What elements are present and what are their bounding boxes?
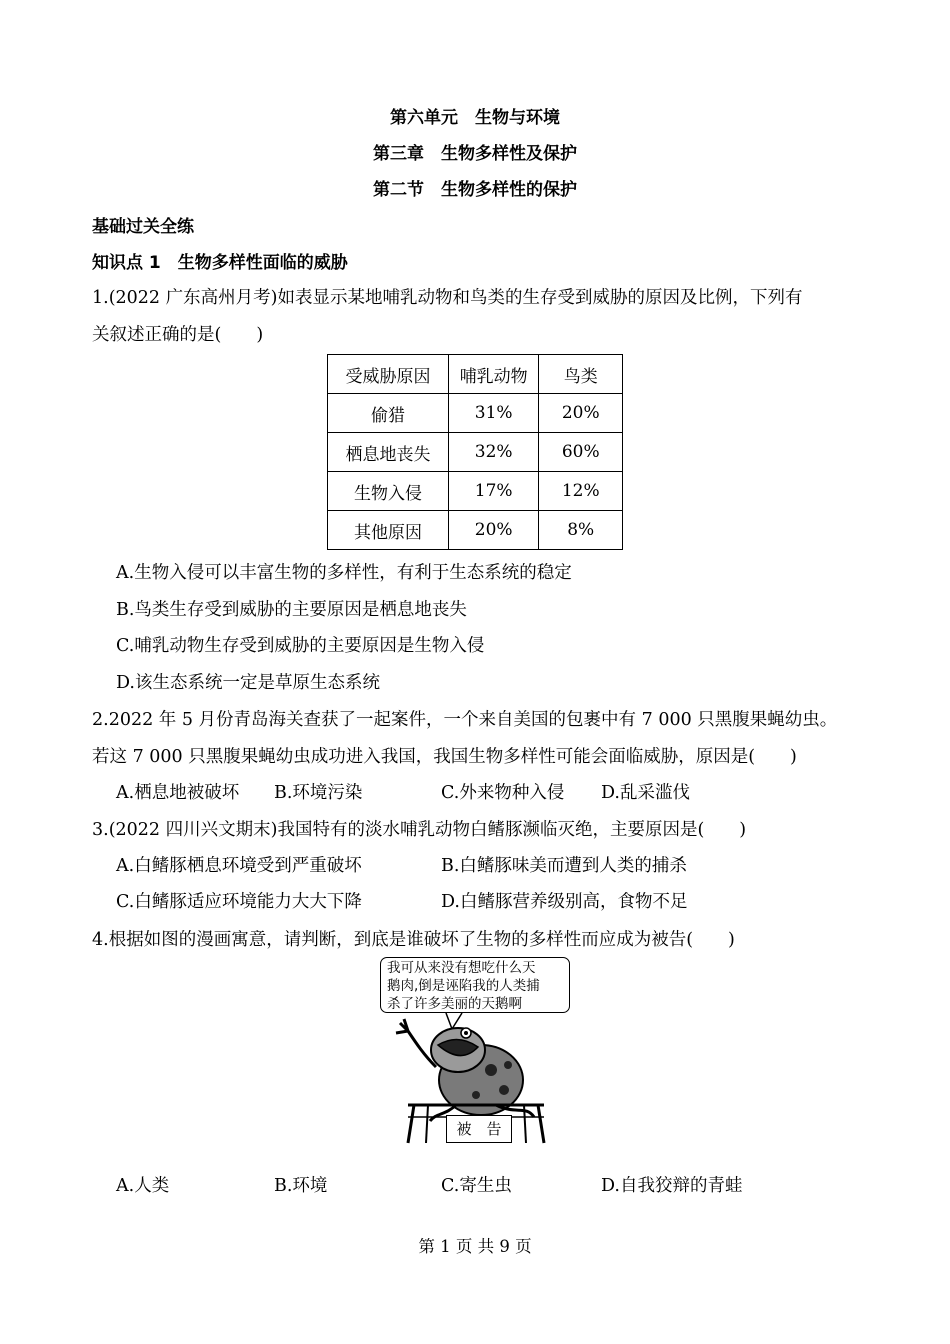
q1-stem-line2: 关叙述正确的是( ) [92, 325, 264, 345]
q1-option-a: A.生物入侵可以丰富生物的多样性，有利于生态系统的稳定 [116, 563, 572, 583]
q1-stem-line1: 1.(2022 广东高州月考)如表显示某地哺乳动物和鸟类的生存受到威胁的原因及比例，下列有 [92, 288, 803, 308]
table-cell: 偷猎 [328, 394, 449, 433]
q4-option-c: C.寄生虫 [441, 1176, 512, 1196]
q3-option-d: D.白鳍豚营养级别高，食物不足 [441, 892, 688, 912]
table-cell: 其他原因 [328, 511, 449, 550]
q3-option-c: C.白鳍豚适应环境能力大大下降 [116, 892, 362, 912]
table-cell: 32% [448, 433, 538, 472]
table-row [328, 394, 623, 433]
speech-line: 杀了许多美丽的天鹅啊 [387, 996, 522, 1012]
table-cell: 20% [539, 394, 623, 433]
q4-option-d: D.自我狡辩的青蛙 [601, 1176, 743, 1196]
chapter-title: 第三章 生物多样性及保护 [373, 144, 577, 164]
defendant-sign: 被 告 [446, 1115, 512, 1143]
q2-option-d: D.乱采滥伐 [601, 783, 690, 803]
q2-option-c: C.外来物种入侵 [441, 783, 565, 803]
q3-stem: 3.(2022 四川兴文期末)我国特有的淡水哺乳动物白鳍豚濒临灭绝，主要原因是( ) [92, 820, 747, 840]
table-cell: 12% [539, 472, 623, 511]
table-header-cell: 鸟类 [539, 355, 623, 394]
q2-option-a: A.栖息地被破坏 [116, 783, 240, 803]
q4-option-a: A.人类 [116, 1176, 170, 1196]
table-cell: 17% [448, 472, 538, 511]
table-row [328, 472, 623, 511]
table-row [328, 511, 623, 550]
table-cell: 生物入侵 [328, 472, 449, 511]
section-title: 第二节 生物多样性的保护 [373, 180, 577, 200]
table-cell: 20% [448, 511, 538, 550]
threat-table [327, 354, 623, 550]
table-cell: 栖息地丧失 [328, 433, 449, 472]
q3-option-b: B.白鳍豚味美而遭到人类的捕杀 [441, 856, 687, 876]
q1-option-c: C.哺乳动物生存受到威胁的主要原因是生物入侵 [116, 636, 485, 656]
q4-option-b: B.环境 [274, 1176, 328, 1196]
table-cell: 60% [539, 433, 623, 472]
table-row [328, 433, 623, 472]
page-footer: 第 1 页 共 9 页 [418, 1237, 532, 1256]
frog-cartoon [376, 955, 576, 1150]
q2-stem-line1: 2.2022 年 5 月份青岛海关查获了一起案件，一个来自美国的包裹中有 7 000 只黑腹果蝇幼虫。 [92, 710, 838, 730]
q3-option-a: A.白鳍豚栖息环境受到严重破坏 [116, 856, 362, 876]
table-header-cell: 受威胁原因 [328, 355, 449, 394]
knowledge-point-heading: 知识点 1 生物多样性面临的威胁 [92, 253, 348, 273]
table-cell: 31% [448, 394, 538, 433]
practice-heading: 基础过关全练 [92, 217, 194, 237]
unit-title: 第六单元 生物与环境 [390, 108, 560, 128]
table-cell: 8% [539, 511, 623, 550]
q4-stem: 4.根据如图的漫画寓意，请判断，到底是谁破坏了生物的多样性而应成为被告( ) [92, 930, 735, 950]
table-header-row [328, 355, 623, 394]
q1-option-d: D.该生态系统一定是草原生态系统 [116, 673, 380, 693]
speech-line: 我可从来没有想吃什么天 [387, 960, 536, 976]
speech-line: 鹅肉,倒是诬陷我的人类捕 [387, 978, 540, 994]
q2-option-b: B.环境污染 [274, 783, 363, 803]
table-header-cell: 哺乳动物 [448, 355, 538, 394]
q1-option-b: B.鸟类生存受到威胁的主要原因是栖息地丧失 [116, 600, 467, 620]
q2-stem-line2: 若这 7 000 只黑腹果蝇幼虫成功进入我国，我国生物多样性可能会面临威胁，原因是( ) [92, 747, 797, 767]
